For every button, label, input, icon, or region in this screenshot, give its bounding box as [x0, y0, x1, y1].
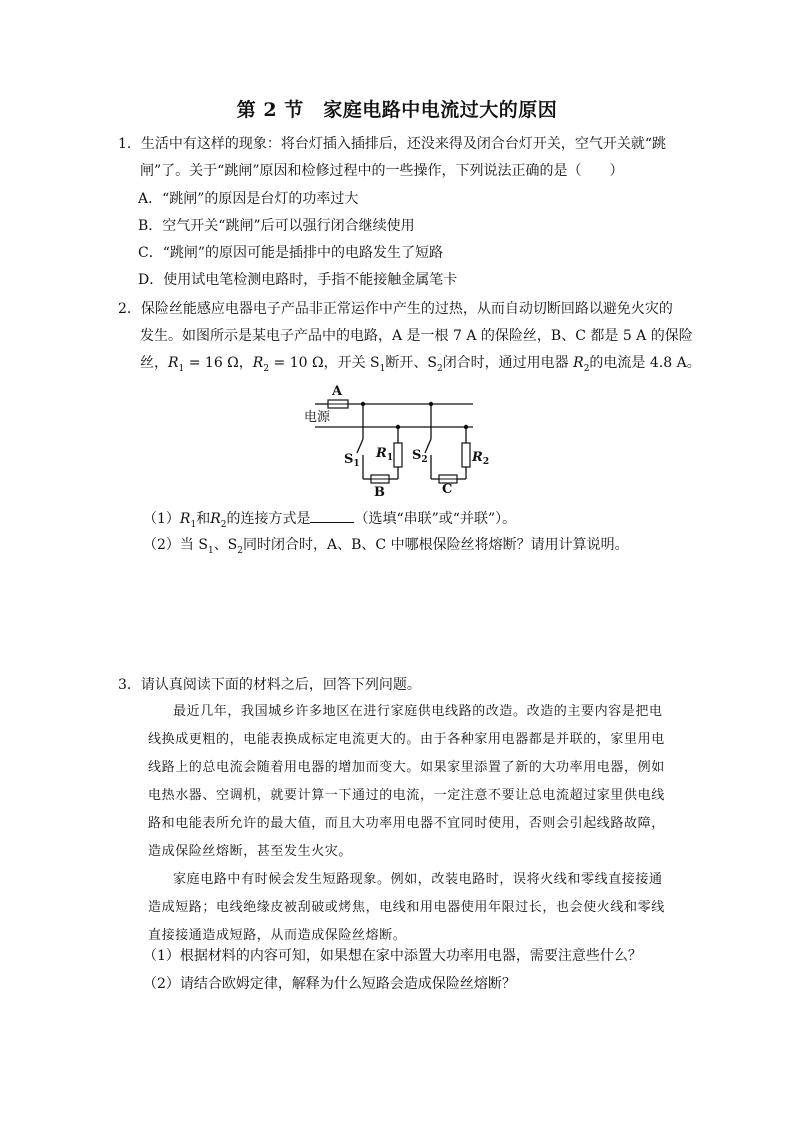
label-s2: $S_2$: [412, 448, 428, 465]
q2-stem-line1: 2．保险丝能感应电器电子产品非正常运作中产生的过热，从而自动切断回路以避免火灾的: [118, 301, 673, 317]
circuit-diagram: [290, 381, 490, 501]
q2-stem-line2: 发生。如图所示是某电子产品中的电路，A 是一根 7 A 的保险丝，B、C 都是 5 A 的保险: [140, 328, 693, 344]
q1-option-d: D．使用试电笔检测电路时，手指不能接触金属笔卡: [138, 272, 458, 288]
label-s1: $S_1$: [344, 452, 360, 469]
q3-intro: 3．请认真阅读下面的材料之后，回答下列问题。: [118, 677, 421, 693]
label-r2: $R_2$: [472, 450, 490, 467]
q3-para1-line5: 路和电能表所允许的最大值，而且大功率用电器不宜同时使用，否则会引起线路故障，: [148, 816, 665, 831]
label-b: B: [374, 485, 385, 500]
q1-option-b: B．空气开关“跳闸”后可以强行闭合继续使用: [138, 218, 415, 234]
q1-stem-line2: 闸”了。关于“跳闸”原因和检修过程中的一些操作，下列说法正确的是（ ）: [140, 163, 624, 179]
label-r1: $R_1$: [376, 446, 394, 463]
q3-sub2: （2）请结合欧姆定律，解释为什么短路会造成保险丝熔断？: [143, 976, 516, 992]
q1-option-c: C．“跳闸”的原因可能是插排中的电路发生了短路: [138, 245, 444, 261]
q3-para1-line1: 最近几年，我国城乡许多地区在进行家庭供电线路的改造。改造的主要内容是把电: [173, 704, 663, 719]
q2-sub2: （2）当 $S_1$、$S_2$同时闭合时，A、B、C 中哪根保险丝将熔断？请用计算说明。: [143, 537, 629, 556]
label-c: C: [442, 482, 453, 497]
q3-para2-line3: 直接接通造成短路，从而造成保险丝熔断。: [148, 928, 407, 943]
q3-para1-line6: 造成保险丝熔断，甚至发生火灾。: [148, 844, 353, 859]
q3-para1-line2: 线换成更粗的，电能表换成标定电流更大的。由于各种家用电器都是并联的，家里用电: [148, 732, 665, 747]
q3-sub1: （1）根据材料的内容可知，如果想在家中添置大功率用电器，需要注意些什么？: [143, 948, 642, 964]
q1-stem-line1: 1．生活中有这样的现象：将台灯插入插排后，还没来得及闭合台灯开关，空气开关就“跳: [118, 136, 667, 152]
q1-option-a: A．“跳闸”的原因是台灯的功率过大: [138, 191, 359, 207]
page-title: 第 2 节 家庭电路中电流过大的原因: [236, 99, 558, 121]
label-a: A: [332, 384, 343, 399]
resistor-r2: [462, 443, 470, 467]
q3-para1-line4: 电热水器、空调机，就要计算一下通过的电流，一定注意不要让总电流超过家里供电线: [148, 788, 665, 803]
q2-stem-line3: 丝，$R_1 = 16$ Ω，$R_2 = 10$ Ω，开关 $S_1$断开、$S_2$闭合时，通过用电器 $R_2$的电流是 4.8 A。: [140, 355, 701, 374]
q3-para2-line1: 家庭电路中有时候会发生短路现象。例如，改装电路时，误将火线和零线直接接通: [173, 872, 663, 887]
q3-para1-line3: 线路上的总电流会随着用电器的增加而变大。如果家里添置了新的大功率用电器，例如: [148, 760, 665, 775]
resistor-r1: [394, 443, 402, 467]
q2-sub1: $(1)R_1$和$R_2$的连接方式是 （选填“串联”或“并联”）。: [143, 508, 516, 534]
answer-blank[interactable]: [310, 508, 354, 523]
q3-para2-line2: 造成短路；电线绝缘皮被刮破或烤焦，电线和用电器使用年限过长，也会使火线和零线: [148, 900, 665, 915]
label-source: 电源: [304, 410, 331, 425]
